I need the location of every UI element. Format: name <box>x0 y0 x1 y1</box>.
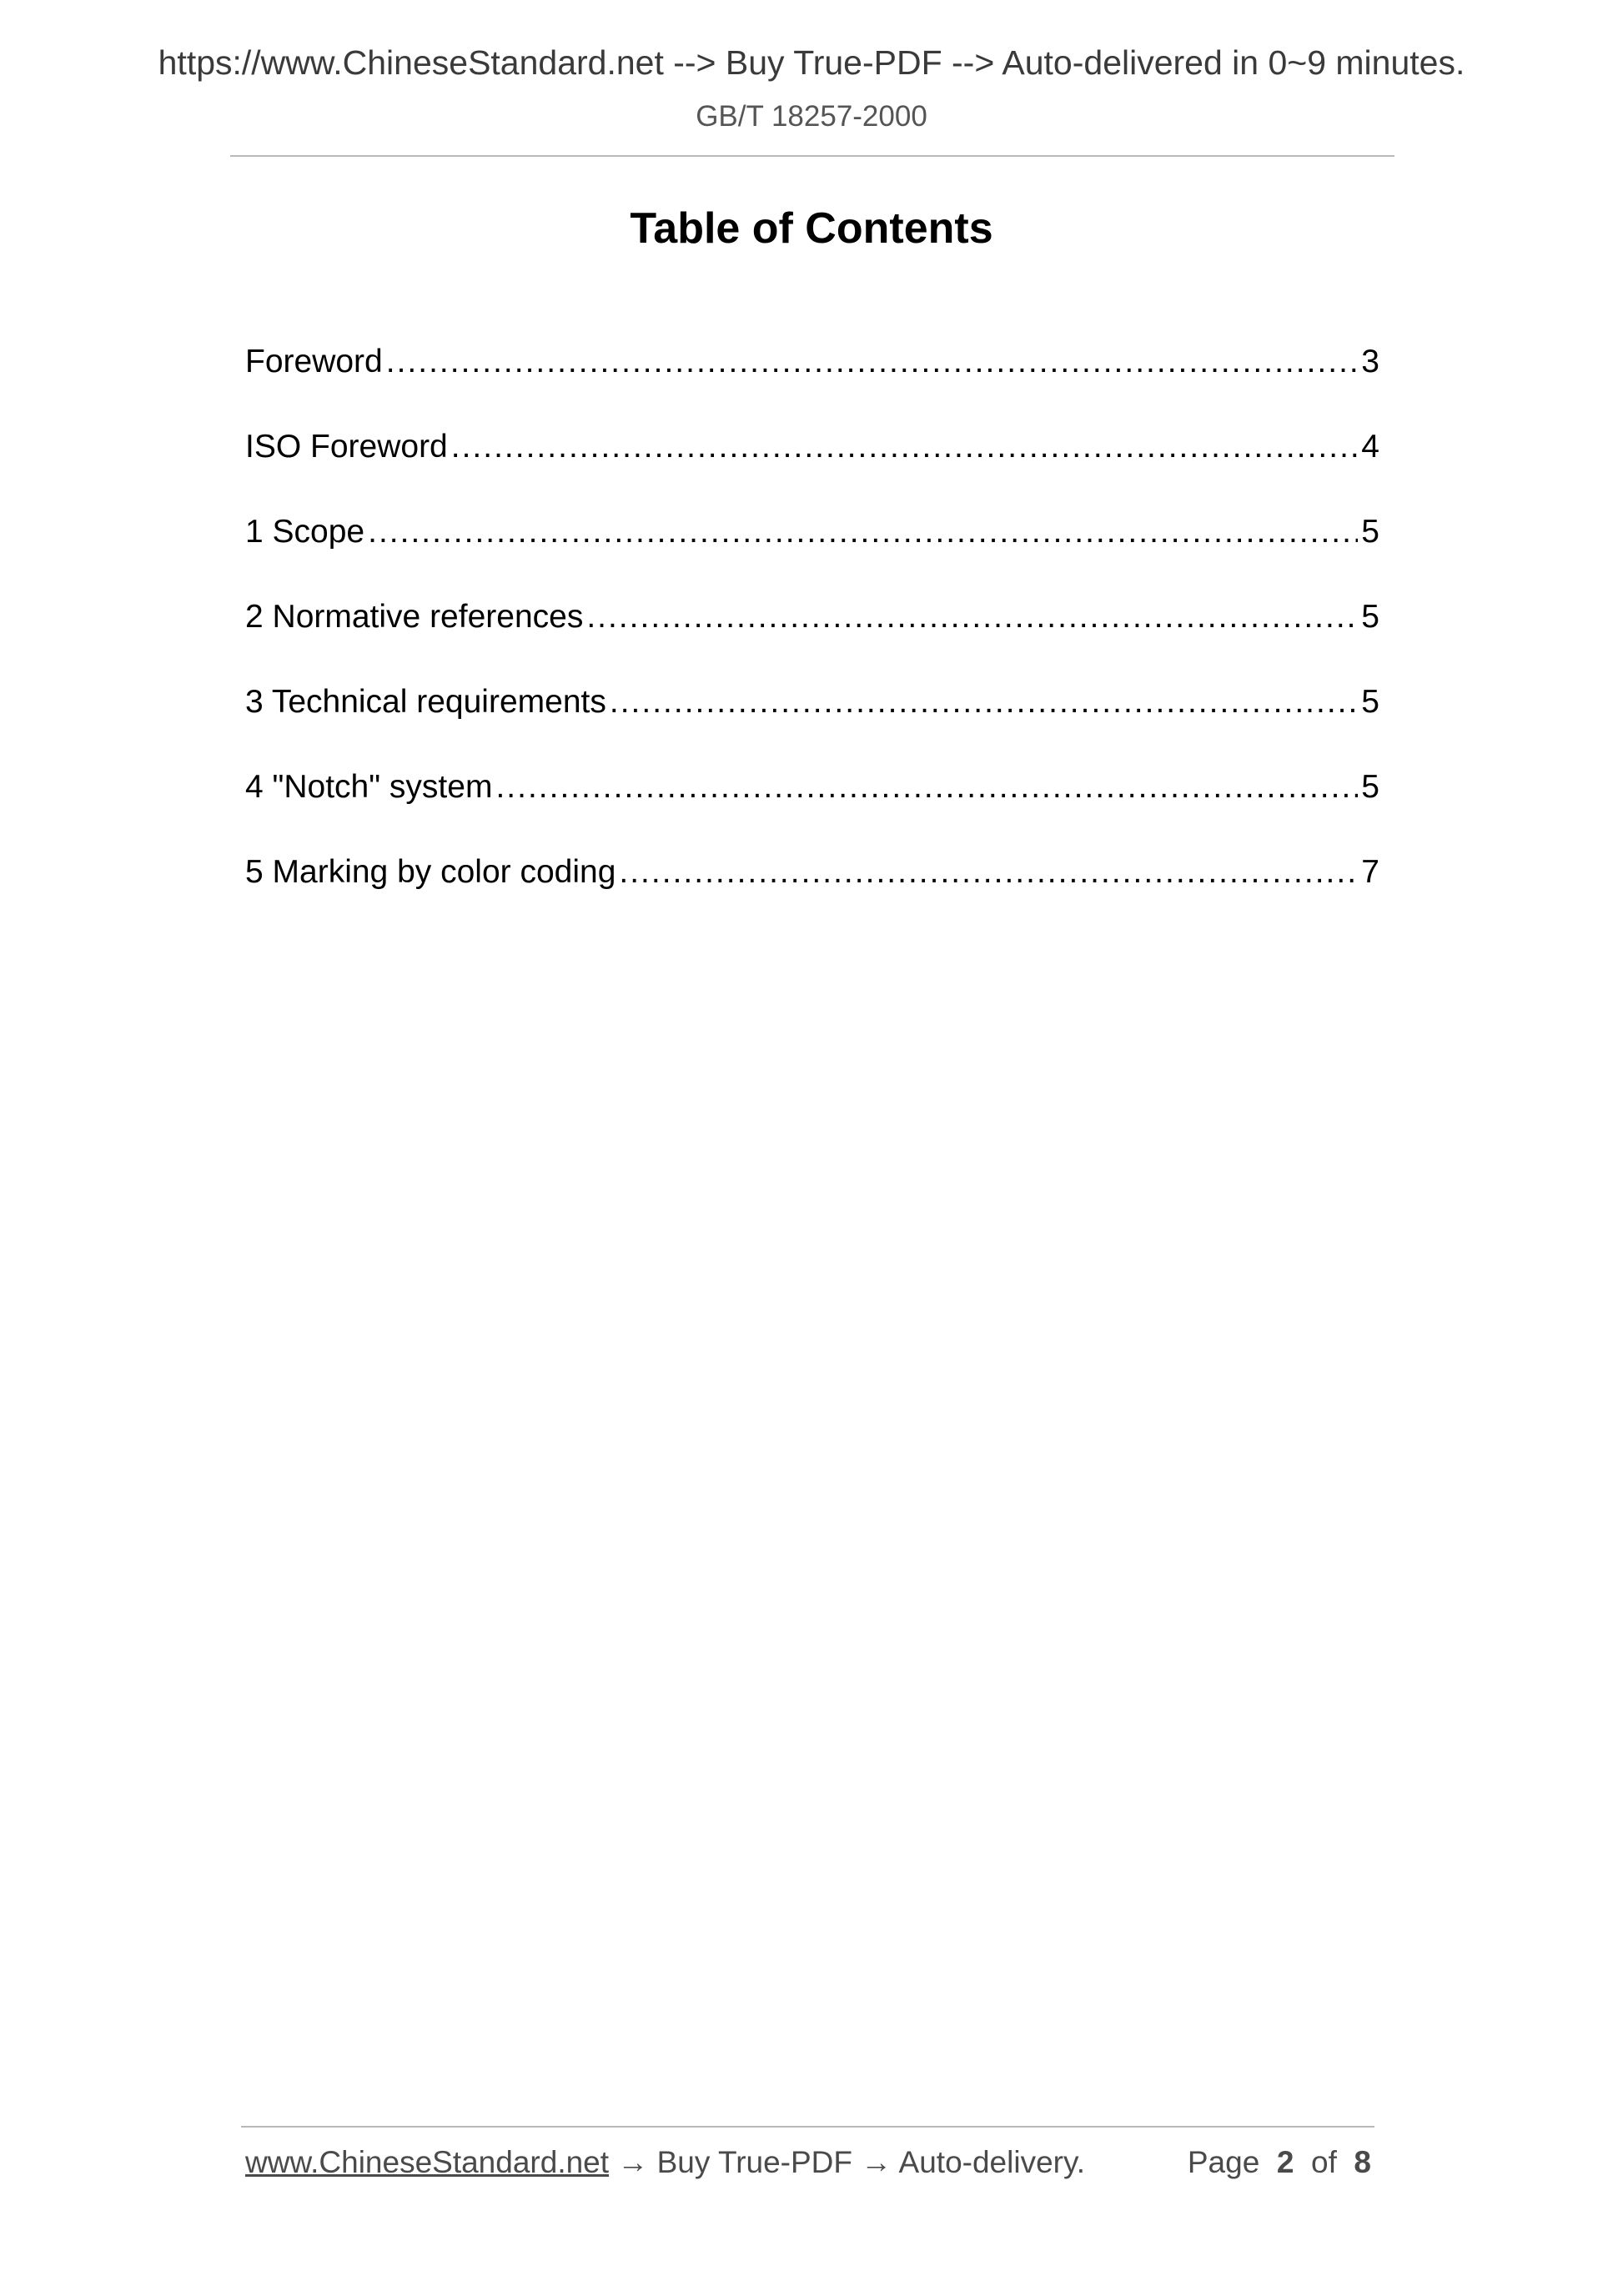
toc-entry-page: 5 <box>1361 599 1379 635</box>
standard-code: GB/T 18257-2000 <box>696 100 927 133</box>
toc-leader-dots <box>586 595 1358 639</box>
toc-entry-label: 3 Technical requirements <box>245 684 606 720</box>
arrow-right-icon: → <box>617 2145 649 2179</box>
arrow-right-icon: → <box>861 2145 892 2179</box>
toc-entry-scope[interactable] <box>245 510 1379 595</box>
toc-entry-technical-requirements[interactable] <box>245 681 1379 766</box>
toc-list <box>245 340 1379 936</box>
header-banner: https://www.ChineseStandard.net --> Buy True-PDF --> Auto-delivered in 0~9 minutes. <box>158 43 1465 82</box>
toc-entry-label: 2 Normative references <box>245 599 584 635</box>
toc-leader-dots <box>386 340 1359 384</box>
footer-delivery-text: Auto-delivery. <box>898 2145 1086 2179</box>
toc-entry-label: ISO Foreword <box>245 429 448 465</box>
footer-left <box>245 2145 1085 2180</box>
toc-leader-dots <box>619 851 1358 894</box>
toc-entry-marking-by-color-coding[interactable] <box>245 851 1379 936</box>
page-label: Page <box>1187 2145 1260 2179</box>
footer-buy-text: Buy True-PDF <box>656 2145 853 2179</box>
toc-entry-normative-references[interactable] <box>245 595 1379 681</box>
of-label: of <box>1311 2145 1337 2179</box>
current-page-number: 2 <box>1276 2145 1294 2179</box>
toc-entry-page: 5 <box>1361 684 1379 720</box>
toc-entry-page: 7 <box>1361 854 1379 890</box>
header-divider <box>230 155 1394 157</box>
toc-entry-label: 5 Marking by color coding <box>245 854 616 890</box>
toc-entry-label: Foreword <box>245 344 383 379</box>
footer-site-link[interactable]: www.ChineseStandard.net <box>245 2145 610 2179</box>
toc-leader-dots <box>368 510 1358 554</box>
toc-entry-page: 5 <box>1361 769 1379 805</box>
toc-entry-notch-system[interactable] <box>245 766 1379 851</box>
page-indicator <box>1188 2145 1371 2180</box>
toc-entry-page: 5 <box>1361 514 1379 550</box>
toc-entry-foreword[interactable] <box>245 340 1379 425</box>
toc-leader-dots <box>610 681 1358 724</box>
toc-entry-page: 4 <box>1361 429 1379 465</box>
total-pages-number: 8 <box>1354 2145 1371 2179</box>
toc-entry-label: 1 Scope <box>245 514 365 550</box>
toc-leader-dots <box>451 425 1359 469</box>
toc-entry-iso-foreword[interactable] <box>245 425 1379 510</box>
toc-entry-label: 4 "Notch" system <box>245 769 493 805</box>
footer-divider <box>241 2126 1374 2128</box>
toc-title: Table of Contents <box>630 204 993 253</box>
toc-entry-page: 3 <box>1361 344 1379 379</box>
toc-leader-dots <box>495 766 1358 809</box>
